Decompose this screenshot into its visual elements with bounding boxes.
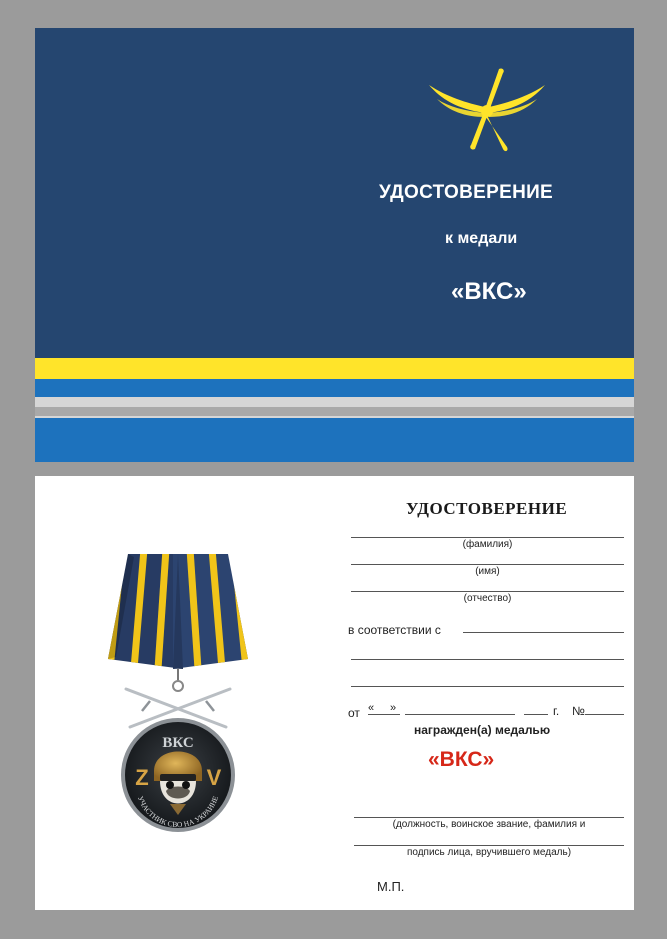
- year-label: г.: [553, 704, 560, 718]
- cover-subtitle: к медали: [445, 230, 518, 247]
- patronymic-line[interactable]: [351, 591, 624, 592]
- medal-rim-text: УЧАСТНИК СВО НА УКРАИНЕ: [135, 794, 221, 830]
- name-caption: (имя): [475, 566, 500, 577]
- air-force-wings-propeller-icon: [427, 63, 547, 153]
- from-label: от: [348, 706, 360, 720]
- according-line-3[interactable]: [351, 686, 624, 687]
- cover-award-name: «ВКС»: [451, 278, 527, 305]
- signature-caption-2: подпись лица, вручившего медаль): [406, 847, 572, 858]
- day-line[interactable]: [368, 714, 400, 715]
- medal-top-text: ВКС: [162, 735, 194, 751]
- according-line-2[interactable]: [351, 659, 624, 660]
- signature-line-2[interactable]: [354, 845, 624, 846]
- medal-icon: [108, 549, 248, 834]
- medal-left-letter: Z: [135, 765, 149, 790]
- blue-stripe: [35, 379, 634, 397]
- year-line[interactable]: [524, 714, 548, 715]
- surname-line[interactable]: [351, 537, 624, 538]
- patronymic-caption: (отчество): [463, 593, 512, 604]
- award-name: «ВКС»: [428, 748, 495, 771]
- blue-stripe-bottom: [35, 418, 634, 462]
- name-line[interactable]: [351, 564, 624, 565]
- according-line[interactable]: [463, 632, 624, 633]
- gray-stripe-dark: [35, 407, 634, 416]
- stamp-label: М.П.: [377, 879, 405, 894]
- yellow-stripe: [35, 358, 634, 379]
- cover-title: УДОСТОВЕРЕНИЕ: [379, 182, 554, 203]
- month-line[interactable]: [405, 714, 515, 715]
- number-label: №: [572, 704, 585, 718]
- signature-line-1[interactable]: [354, 817, 624, 818]
- quote-close: »: [390, 702, 397, 714]
- awarded-label: награжден(а) медалью: [414, 723, 551, 737]
- surname-caption: (фамилия): [462, 539, 513, 550]
- signature-caption-1: (должность, воинское звание, фамилия и: [392, 819, 586, 830]
- inner-title: УДОСТОВЕРЕНИЕ: [406, 499, 568, 518]
- certificate-cover: [35, 28, 634, 462]
- quote-open: «: [368, 702, 375, 714]
- certificate-inner-page: [35, 476, 634, 910]
- medal-right-letter: V: [206, 765, 222, 790]
- number-line[interactable]: [585, 714, 624, 715]
- according-label: в соответствии с: [348, 623, 441, 637]
